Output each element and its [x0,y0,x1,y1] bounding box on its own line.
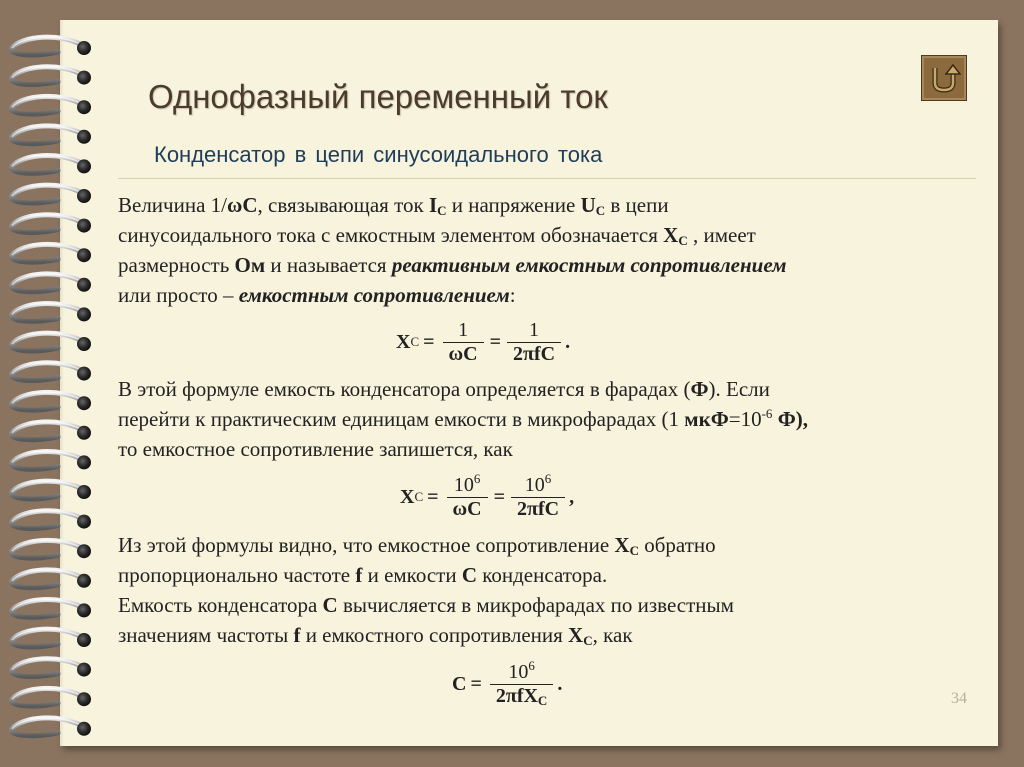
text-run: и емкостного сопротивления [300,623,569,647]
symbol-omega-c: ωC [227,193,258,217]
text-run: вычисляется в микрофарадах по известным [337,593,734,617]
text-run: Емкость конденсатора [118,593,323,617]
spiral-ring [12,126,91,144]
formula-symbol: X [396,331,411,353]
denominator: 2πfC [507,342,561,366]
text-run: и напряжение [446,193,581,217]
paragraph-4-line-2 [118,620,988,650]
formula-1: X C = $\frac{1}{\omega C}$ = $\frac{1}{\text{2πfC}}$ . [396,318,571,365]
text-run: пропорционально частоте [118,563,356,587]
text-run: Из этой формулы видно, что емкостное сопротивление [118,533,615,557]
spiral-ring [12,244,91,262]
superscript: -6 [761,406,773,421]
return-arrow-icon [922,56,966,100]
spiral-ring [12,570,91,588]
denominator: ωC [447,497,488,521]
numerator-base: 10 [508,660,529,683]
term-capacitive-resistance: емкостным сопротивлением [238,283,510,307]
symbol-reactance: X [663,223,679,247]
subscript: C [437,203,447,218]
paragraph-1-line-2 [118,220,988,250]
text-run: , имеет [687,223,756,247]
unit-microfarad: мкФ [684,407,729,431]
text-run: или просто – [118,283,239,307]
slide-title: Однофазный переменный ток [148,78,608,115]
spiral-ring [12,600,91,618]
spiral-ring [12,37,91,55]
paragraph-1-line-3 [118,250,988,280]
denominator-base: 2πfX [495,684,538,707]
superscript: 6 [473,470,481,486]
fraction [447,470,488,521]
spiral-ring [12,215,91,233]
spiral-ring [12,304,91,322]
formula-2: X C = $\frac{10^6}{\omega C}$ = $\frac{10^6}{\text{2πfC}}$ , [400,470,575,520]
term-reactive-capacitive-resistance: реактивным емкостным сопротивлением [391,253,787,277]
text-run: и емкости [362,563,462,587]
paragraph-4-line-1 [118,590,988,620]
spiral-ring [12,274,91,292]
slide-subtitle: Конденсатор в цепи синусоидального тока [154,142,603,167]
divider [118,178,976,179]
fraction [511,470,565,521]
spiral-ring [12,392,91,410]
paragraph-2-line-2 [118,404,988,434]
equals-sign: = [489,331,501,353]
text-run: синусоидального тока с емкостным элементом обозначается [118,223,664,247]
spiral-ring [12,718,91,736]
text-run: перейти к практическим единицам емкости в микрофарадах (1 [118,407,685,431]
text-run: конденсатора. [477,563,608,587]
text-run: и называется [265,253,392,277]
subscript: C [629,543,639,558]
return-button[interactable] [921,55,967,101]
paragraph-3-line-1 [118,530,988,560]
text-run: , как [592,623,633,647]
spiral-binding [0,0,110,767]
spiral-ring [12,481,91,499]
numerator: 1 [458,318,469,341]
spiral-ring [12,688,91,706]
formula-symbol: C [452,673,467,695]
symbol-capacitance: C [322,593,338,617]
spiral-ring [12,96,91,114]
equals-sign: = [470,673,482,695]
spiral-ring [12,185,91,203]
text-run: , связывающая ток [257,193,429,217]
symbol-frequency: f [293,623,301,647]
subscript: C [678,233,688,248]
paragraph-3-line-2 [118,560,988,590]
equals-sign: = [427,486,439,508]
unit-ohm: Ом [234,253,266,277]
text-run: Величина 1/ [118,193,227,217]
numerator-base: 10 [453,473,474,496]
unit-farad: Ф [690,377,709,401]
page-number: 34 [951,690,967,707]
fraction [443,319,484,366]
fraction [490,657,553,708]
punctuation: , [569,486,575,508]
subscript: C [595,203,606,218]
text-run: значениям частоты [118,623,294,647]
symbol-reactance: X [568,623,584,647]
paragraph-2-line-1 [118,374,988,404]
symbol-current: I [428,193,438,217]
spiral-ring [12,540,91,558]
superscript: 6 [528,657,535,673]
spiral-ring [12,156,91,174]
numerator [448,470,487,497]
denominator: ωC [443,342,484,366]
text-run: то емкостное сопротивление запишется, как [118,437,513,461]
spiral-ring [12,363,91,381]
text-run: в цепи [605,193,669,217]
subscript: C [537,692,548,708]
denominator [490,684,553,708]
spiral-ring [12,629,91,647]
numerator: 1 [529,318,540,341]
symbol-voltage: U [580,193,596,217]
numerator [502,657,541,684]
equals-sign: = [423,331,435,353]
spiral-ring [12,67,91,85]
paragraph-2-line-3 [118,434,988,464]
text-run: Ф), [772,407,808,431]
numerator [519,470,558,497]
denominator: 2πfC [511,497,565,521]
formula-symbol: X [400,486,415,508]
text-run: =10 [728,407,762,431]
spiral-ring [12,422,91,440]
formula-3 [118,650,988,718]
paragraph-1-line-1 [118,190,988,220]
fraction [507,319,561,366]
text-run: : [509,283,516,307]
spiral-ring [12,452,91,470]
numerator-base: 10 [524,473,545,496]
spiral-ring [12,511,91,529]
text-run: В этой формуле емкость конденсатора определяется в фарадах ( [118,377,691,401]
text-run: ). Если [708,377,770,401]
spiral-ring [12,659,91,677]
text-run: размерность [118,253,235,277]
paragraph-1-line-4 [118,280,988,310]
subscript: C [583,633,593,648]
symbol-frequency: f [355,563,363,587]
spiral-ring [12,333,91,351]
symbol-capacitance: C [461,563,477,587]
equals-sign: = [493,486,505,508]
superscript: 6 [544,470,552,486]
text-run: обратно [638,533,716,557]
slide-body [118,190,988,718]
punctuation: . [557,673,563,695]
symbol-reactance: X [614,533,630,557]
punctuation: . [565,331,571,353]
